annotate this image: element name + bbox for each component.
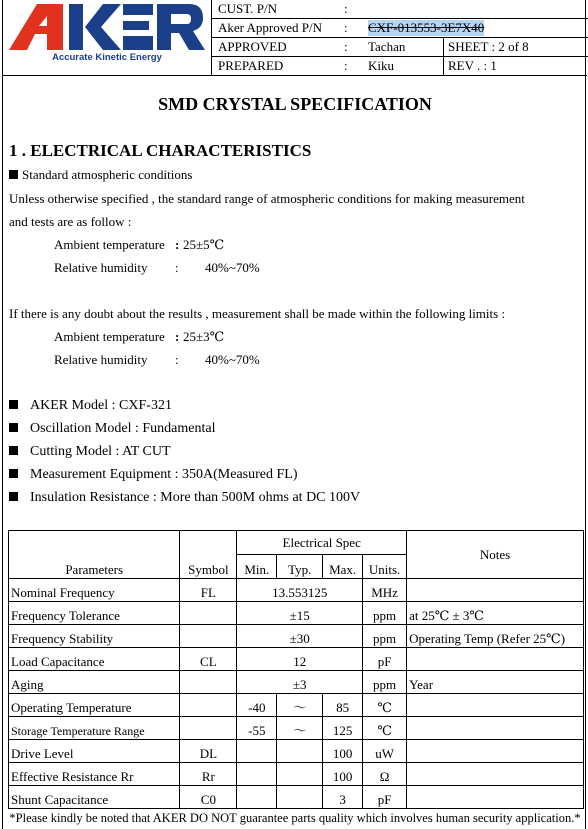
cond1-hum-sep: : bbox=[175, 260, 179, 275]
cond2-hum-label: Relative humidity bbox=[54, 352, 148, 367]
notes-cell bbox=[407, 579, 584, 602]
approved-sep: : bbox=[344, 39, 348, 54]
header-info-grid bbox=[211, 0, 587, 76]
document-page bbox=[2, 0, 586, 829]
value-cell: 13.553125 bbox=[237, 579, 363, 602]
units-cell: pF bbox=[363, 648, 407, 671]
max-cell: 3 bbox=[323, 786, 363, 809]
electrical-spec-table bbox=[8, 530, 584, 809]
notes-cell: Operating Temp (Refer 25℃) bbox=[407, 625, 584, 648]
typ-cell bbox=[277, 786, 323, 809]
units-cell: ppm bbox=[363, 625, 407, 648]
para1-line2: and tests are as follow : bbox=[9, 214, 132, 229]
cond2-temp-label: Ambient temperature bbox=[54, 329, 165, 344]
table-row bbox=[9, 763, 584, 786]
value-cell: ±3 bbox=[237, 671, 363, 694]
min-cell: -55 bbox=[237, 717, 277, 740]
approved-value: Tachan bbox=[368, 39, 406, 54]
max-cell: 100 bbox=[323, 740, 363, 763]
bullet-text: Measurement Equipment : 350A(Measured FL) bbox=[30, 467, 298, 482]
symbol-cell: FL bbox=[180, 579, 237, 602]
min-cell: -40 bbox=[237, 694, 277, 717]
bullet-text: Insulation Resistance : More than 500M ohms at DC 100V bbox=[30, 490, 361, 505]
sheet-info: SHEET : 2 of 8 bbox=[448, 39, 529, 54]
units-cell: ℃ bbox=[363, 694, 407, 717]
value-cell: ±15 bbox=[237, 602, 363, 625]
bullet-text: Cutting Model : AT CUT bbox=[30, 444, 171, 459]
aker-logo bbox=[3, 0, 211, 76]
typ-cell bbox=[277, 763, 323, 786]
typ-cell: ～ bbox=[277, 717, 323, 740]
std-atmos-line bbox=[9, 167, 192, 183]
bullet-item bbox=[9, 467, 298, 483]
param-cell: Load Capacitance bbox=[9, 648, 180, 671]
para1-line1: Unless otherwise specified , the standard range of atmospheric conditions for making measurement bbox=[9, 191, 525, 206]
param-cell: Storage Temperature Range bbox=[9, 717, 180, 740]
units-cell: ppm bbox=[363, 671, 407, 694]
symbol-cell bbox=[180, 694, 237, 717]
table-row bbox=[9, 694, 584, 717]
max-cell: 125 bbox=[323, 717, 363, 740]
square-bullet-icon bbox=[9, 423, 18, 432]
symbol-cell: Rr bbox=[180, 763, 237, 786]
param-cell: Drive Level bbox=[9, 740, 180, 763]
table-row bbox=[9, 671, 584, 694]
units-cell: ℃ bbox=[363, 717, 407, 740]
cust-pn-sep: : bbox=[344, 1, 348, 16]
notes-cell bbox=[407, 786, 584, 809]
prepared-value: Kiku bbox=[368, 58, 394, 73]
cond1-hum-value: 40%~70% bbox=[205, 260, 260, 275]
square-bullet-icon bbox=[9, 492, 18, 501]
param-cell: Frequency Tolerance bbox=[9, 602, 180, 625]
value-cell: 12 bbox=[237, 648, 363, 671]
approved-label: APPROVED bbox=[218, 39, 287, 54]
param-cell: Effective Resistance Rr bbox=[9, 763, 180, 786]
cond2-hum-value: 40%~70% bbox=[205, 352, 260, 367]
bullet-item bbox=[9, 490, 360, 506]
table-row bbox=[9, 602, 584, 625]
notes-cell bbox=[407, 694, 584, 717]
para2: If there is any doubt about the results , measurement shall be made within the following limits : bbox=[9, 306, 506, 321]
table-row bbox=[9, 648, 584, 671]
notes-cell bbox=[407, 648, 584, 671]
cust-pn-row bbox=[212, 0, 588, 19]
symbol-cell bbox=[180, 625, 237, 648]
cond1-temp-value: 25±5℃ bbox=[183, 237, 225, 252]
notes-cell bbox=[407, 763, 584, 786]
typ-cell bbox=[277, 740, 323, 763]
rev-info: REV . : 1 bbox=[448, 58, 497, 73]
document-header bbox=[3, 0, 587, 76]
typ-cell: ～ bbox=[277, 694, 323, 717]
bullet-text: Oscillation Model : Fundamental bbox=[30, 421, 216, 436]
std-atmos-text: Standard atmospheric conditions bbox=[22, 167, 193, 182]
header-typ: Typ. bbox=[277, 555, 323, 579]
notes-cell bbox=[407, 717, 584, 740]
param-cell: Shunt Capacitance bbox=[9, 786, 180, 809]
bullet-text: AKER Model : CXF-321 bbox=[30, 398, 172, 413]
notes-cell: at 25℃ ± 3℃ bbox=[407, 602, 584, 625]
param-cell: Frequency Stability bbox=[9, 625, 180, 648]
table-header-row bbox=[9, 531, 584, 555]
symbol-cell bbox=[180, 671, 237, 694]
square-bullet-icon bbox=[9, 446, 18, 455]
table-row bbox=[9, 579, 584, 602]
table-row bbox=[9, 625, 584, 648]
prepared-label: PREPARED bbox=[218, 58, 284, 73]
square-bullet-icon bbox=[9, 170, 18, 179]
aker-pn-value: CXF-013553-3E7X40 bbox=[368, 20, 485, 35]
table-row bbox=[9, 717, 584, 740]
param-cell: Operating Temperature bbox=[9, 694, 180, 717]
table-row bbox=[9, 786, 584, 809]
prepared-sep: : bbox=[344, 58, 348, 73]
units-cell: MHz bbox=[363, 579, 407, 602]
bullet-item bbox=[9, 444, 171, 460]
notes-cell: Year bbox=[407, 671, 584, 694]
cond1-temp-sep: : bbox=[175, 237, 180, 252]
bullet-item bbox=[9, 398, 172, 414]
symbol-cell: CL bbox=[180, 648, 237, 671]
header-electrical-spec: Electrical Spec bbox=[237, 531, 407, 555]
header-min: Min. bbox=[237, 555, 277, 579]
notes-cell bbox=[407, 740, 584, 763]
document-title: SMD CRYSTAL SPECIFICATION bbox=[158, 94, 432, 114]
aker-pn-row bbox=[212, 19, 588, 38]
square-bullet-icon bbox=[9, 469, 18, 478]
header-max: Max. bbox=[323, 555, 363, 579]
units-cell: uW bbox=[363, 740, 407, 763]
param-cell: Nominal Frequency bbox=[9, 579, 180, 602]
symbol-cell: DL bbox=[180, 740, 237, 763]
cond2-hum-sep: : bbox=[175, 352, 179, 367]
value-cell: ±30 bbox=[237, 625, 363, 648]
max-cell: 100 bbox=[323, 763, 363, 786]
logo-tagline: Accurate Kinetic Energy bbox=[52, 52, 162, 63]
aker-logo-icon bbox=[7, 0, 207, 52]
section-title: 1 . ELECTRICAL CHARACTERISTICS bbox=[9, 141, 312, 160]
symbol-cell: C0 bbox=[180, 786, 237, 809]
aker-pn-label: Aker Approved P/N bbox=[218, 20, 322, 35]
prepared-row bbox=[212, 57, 588, 76]
units-cell: ppm bbox=[363, 602, 407, 625]
cond1-temp-label: Ambient temperature bbox=[54, 237, 165, 252]
footer-disclaimer: *Please kindly be noted that AKER DO NOT guarantee parts quality which involves human security application.* bbox=[9, 811, 581, 825]
square-bullet-icon bbox=[9, 400, 18, 409]
table-row bbox=[9, 740, 584, 763]
cust-pn-label: CUST. P/N bbox=[218, 1, 277, 16]
header-units: Units. bbox=[363, 555, 407, 579]
approved-row bbox=[212, 38, 588, 57]
min-cell bbox=[237, 763, 277, 786]
symbol-cell bbox=[180, 602, 237, 625]
min-cell bbox=[237, 786, 277, 809]
min-cell bbox=[237, 740, 277, 763]
units-cell: Ω bbox=[363, 763, 407, 786]
symbol-cell bbox=[180, 717, 237, 740]
header-parameters: Parameters bbox=[9, 531, 180, 579]
header-symbol: Symbol bbox=[180, 531, 237, 579]
bullet-item bbox=[9, 421, 215, 437]
cond2-temp-sep: : bbox=[175, 329, 180, 344]
cond1-hum-label: Relative humidity bbox=[54, 260, 148, 275]
cond2-temp-value: 25±3℃ bbox=[183, 329, 225, 344]
header-notes: Notes bbox=[407, 531, 584, 579]
max-cell: 85 bbox=[323, 694, 363, 717]
units-cell: pF bbox=[363, 786, 407, 809]
aker-pn-sep: : bbox=[344, 20, 348, 35]
param-cell: Aging bbox=[9, 671, 180, 694]
